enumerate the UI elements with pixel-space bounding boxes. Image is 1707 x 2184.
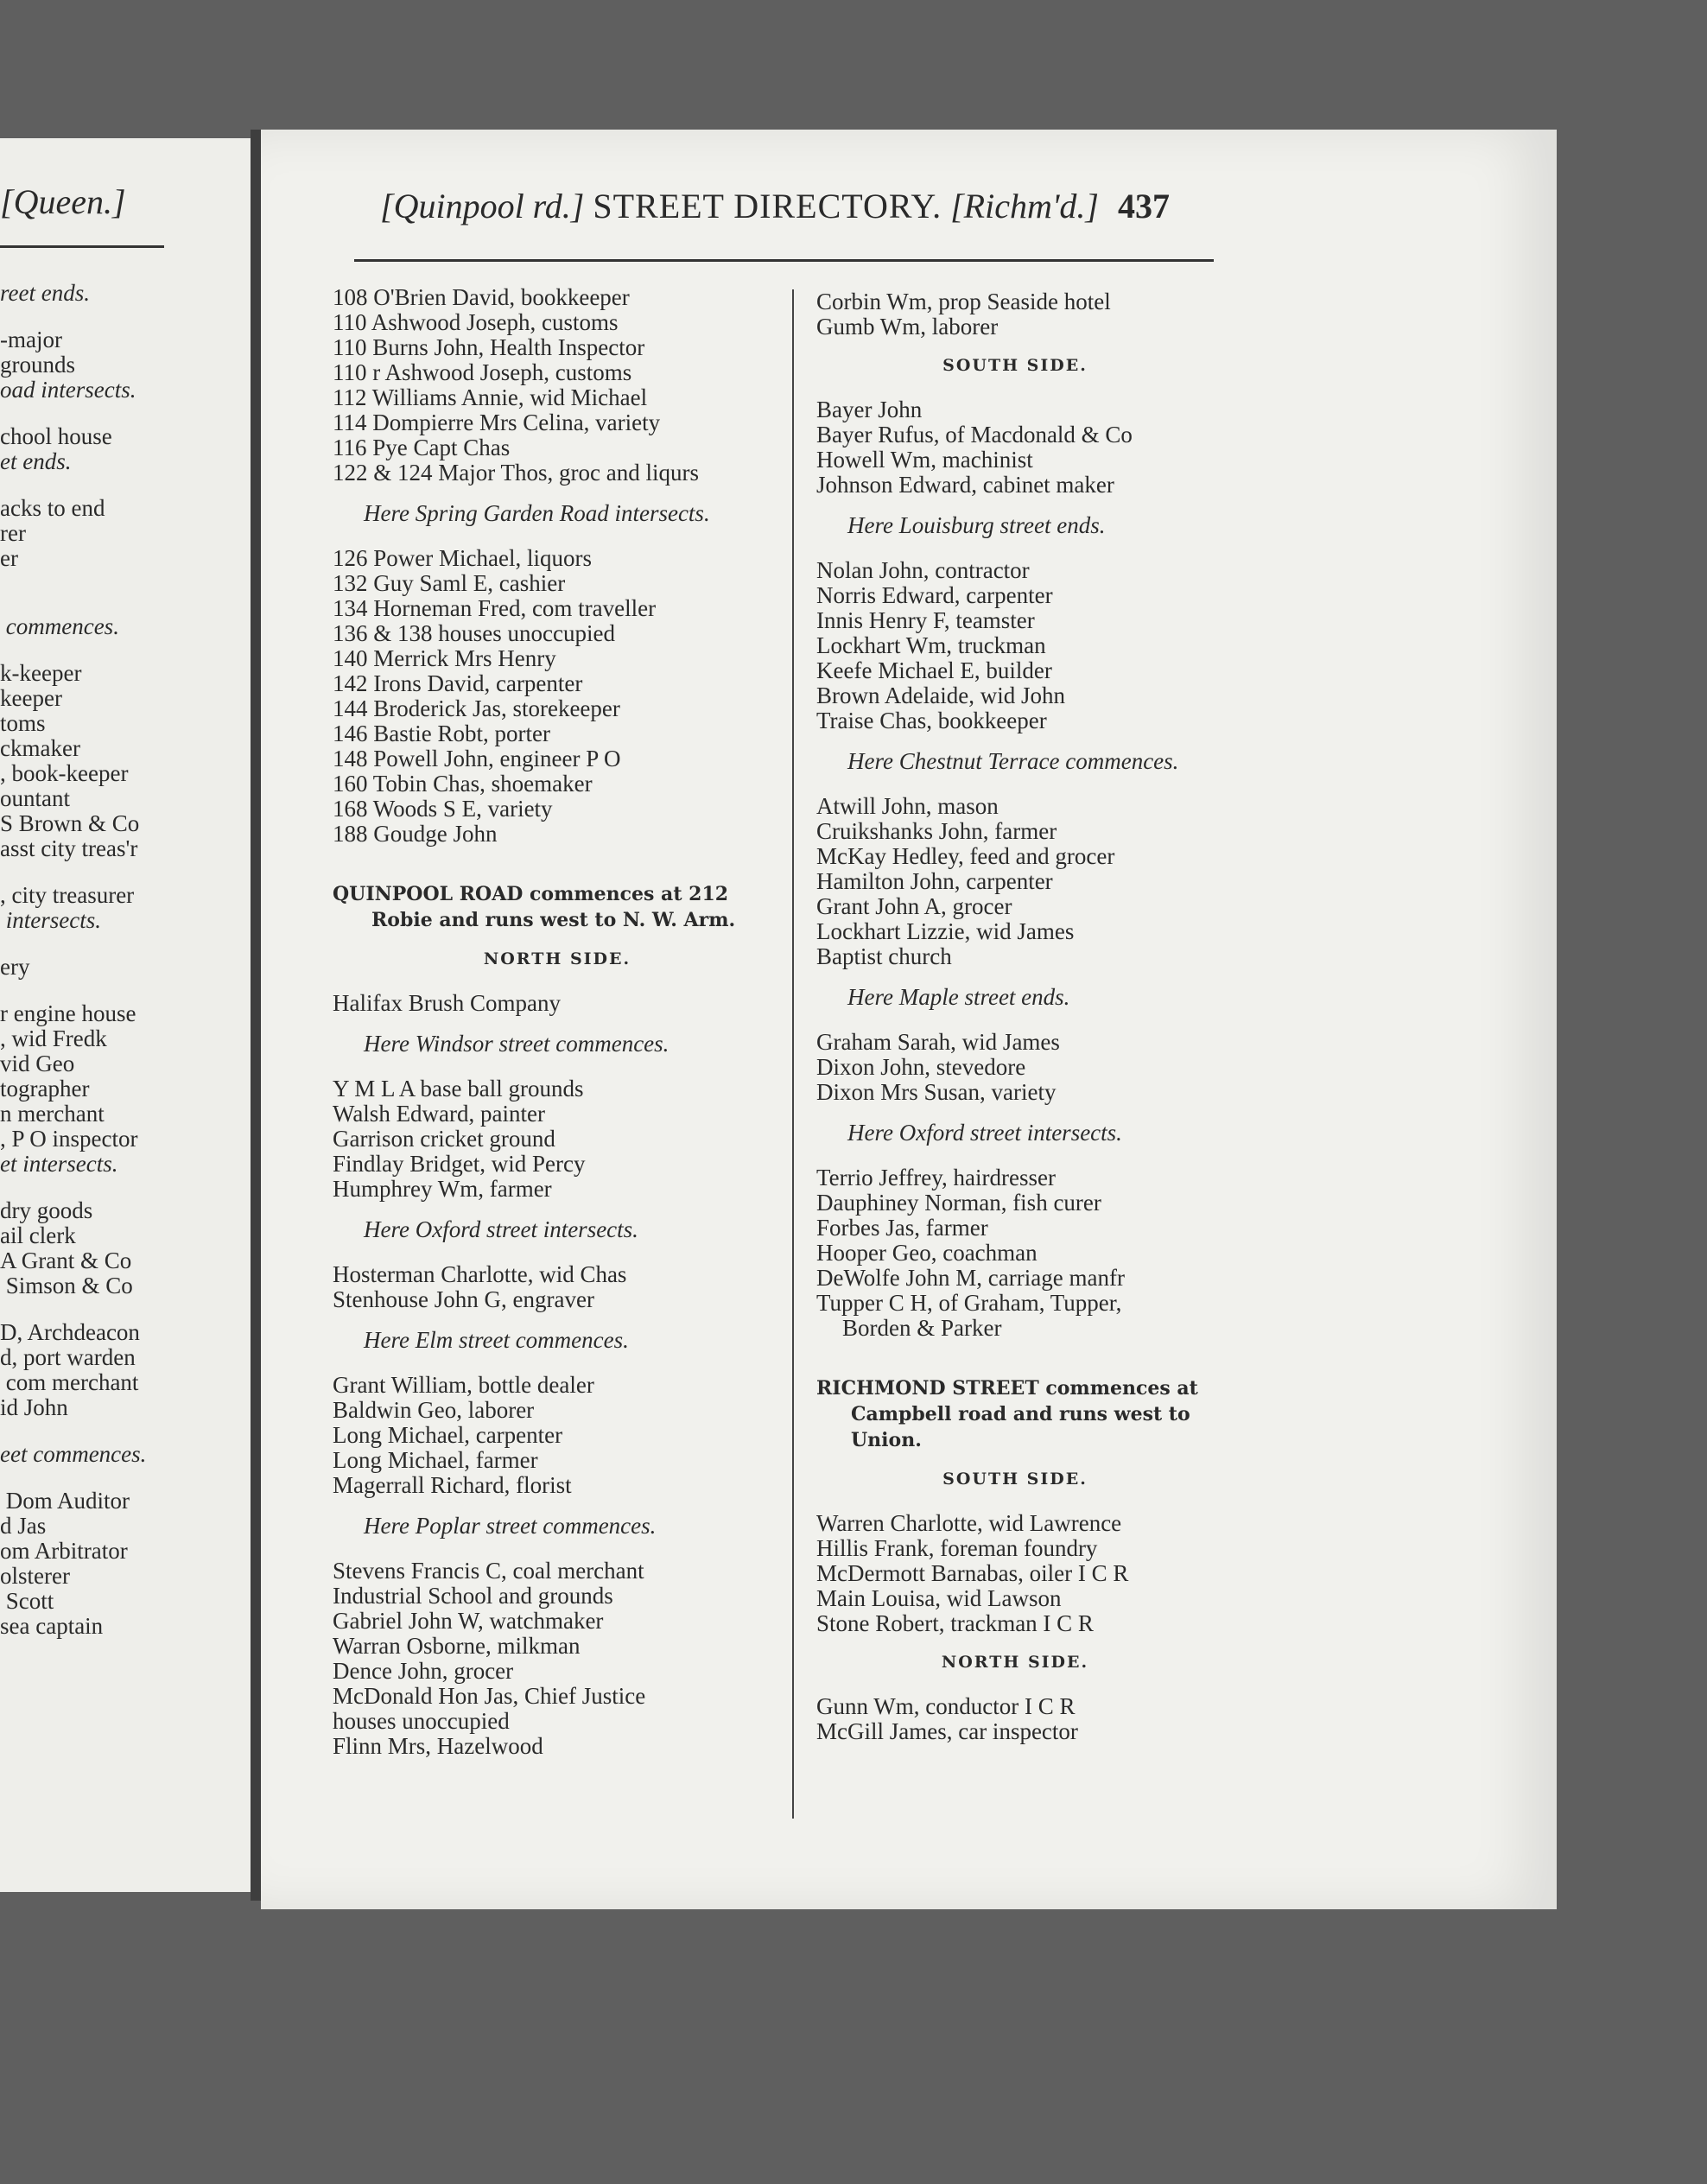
page-header: [380, 186, 1244, 226]
directory-entry: Baldwin Geo, laborer: [333, 1397, 535, 1423]
directory-entry: Garrison cricket ground: [333, 1126, 555, 1152]
directory-entry: 108 O'Brien David, bookkeeper: [333, 284, 630, 310]
directory-entry: McKay Hedley, feed and grocer: [816, 843, 1115, 869]
directory-entry: Stevens Francis C, coal merchant: [333, 1558, 644, 1584]
directory-entry: Warren Charlotte, wid Lawrence: [816, 1510, 1122, 1536]
entry-group: [333, 1076, 782, 1202]
left-fragment-line: et intersects.: [0, 1151, 118, 1177]
directory-entry: McDermott Barnabas, oiler I C R: [816, 1560, 1129, 1586]
directory-entry: Hamilton John, carpenter: [816, 868, 1053, 894]
directory-entry: 148 Powell John, engineer P O: [333, 746, 621, 771]
left-fragment-line: asst city treas'r: [0, 835, 138, 861]
directory-entry: Hillis Frank, foreman foundry: [816, 1535, 1098, 1561]
directory-entry: DeWolfe John M, carriage manfr: [816, 1265, 1125, 1291]
left-fragment-line: ery: [0, 954, 30, 980]
directory-entry: Magerrall Richard, florist: [333, 1472, 572, 1498]
street-heading-line: QUINPOOL ROAD commences at 212: [333, 883, 729, 905]
directory-entry: Findlay Bridget, wid Percy: [333, 1151, 586, 1177]
entry-group: [816, 1030, 1214, 1105]
entry-group: [333, 1559, 782, 1759]
directory-entry: Graham Sarah, wid James: [816, 1029, 1060, 1055]
directory-entry: Brown Adelaide, wid John: [816, 682, 1065, 708]
street-heading: [333, 881, 782, 933]
directory-entry: Flinn Mrs, Hazelwood: [333, 1733, 543, 1759]
entry-group: [816, 1511, 1214, 1636]
directory-entry: Bayer John: [816, 397, 923, 422]
directory-entry: 110 Ashwood Joseph, customs: [333, 309, 619, 335]
directory-entry: 140 Merrick Mrs Henry: [333, 645, 556, 671]
column-divider: [792, 289, 794, 1819]
left-fragment-line: reet ends.: [0, 280, 90, 306]
directory-entry: Nolan John, contractor: [816, 557, 1030, 583]
intersection-note: Here Poplar street commences.: [364, 1513, 657, 1539]
left-fragment-line: k-keeper: [0, 660, 82, 686]
directory-entry: 110 Burns John, Health Inspector: [333, 334, 645, 360]
directory-entry: Gunn Wm, conductor I C R: [816, 1693, 1076, 1719]
directory-entry: Halifax Brush Company: [333, 990, 561, 1016]
left-fragment-line: Dom Auditor: [0, 1488, 130, 1514]
left-fragment-line: d Jas: [0, 1513, 47, 1539]
fragment-gap: [0, 1467, 146, 1489]
directory-entry: Baptist church: [816, 943, 952, 969]
entry-group: [816, 558, 1214, 733]
left-fragment-line: com merchant: [0, 1369, 139, 1395]
intersection-note: Here Elm street commences.: [364, 1327, 629, 1353]
left-fragment-line: om Arbitrator: [0, 1538, 128, 1564]
left-fragment-line: acks to end: [0, 495, 105, 521]
fragment-gap: [0, 474, 146, 496]
left-running-head: [Queen.]: [0, 182, 126, 221]
street-heading-line: Union.: [851, 1429, 922, 1451]
intersection-note: Here Oxford street intersects.: [847, 1120, 1122, 1146]
left-fragment-line: chool house: [0, 423, 112, 449]
directory-entry: 134 Horneman Fred, com traveller: [333, 595, 657, 621]
fragment-gap: [0, 861, 146, 883]
directory-entry: Corbin Wm, prop Seaside hotel: [816, 289, 1111, 314]
entry-group: [816, 1694, 1214, 1744]
fragment-gap: [0, 306, 146, 327]
left-fragment-line: intersects.: [0, 907, 101, 933]
left-fragment-line: n merchant: [0, 1101, 105, 1127]
column-right: [816, 289, 1214, 1744]
directory-entry: houses unoccupied: [333, 1708, 510, 1734]
fragment-gap: [0, 1177, 146, 1198]
entry-group: [333, 546, 782, 847]
left-fragment-line: toms: [0, 710, 46, 736]
column-left: [333, 285, 782, 1759]
entry-group: [333, 991, 782, 1016]
directory-entry: 160 Tobin Chas, shoemaker: [333, 771, 593, 797]
entry-group: [816, 794, 1214, 969]
left-fragment-line: oad intersects.: [0, 377, 136, 403]
directory-entry: Bayer Rufus, of Macdonald & Co: [816, 422, 1133, 448]
directory-entry: Terrio Jeffrey, hairdresser: [816, 1165, 1056, 1190]
directory-entry: Lockhart Wm, truckman: [816, 632, 1046, 658]
directory-entry: Dauphiney Norman, fish curer: [816, 1190, 1101, 1216]
left-fragment-line: , city treasurer: [0, 882, 135, 908]
left-fragment-line: Simson & Co: [0, 1273, 133, 1298]
directory-entry: 122 & 124 Major Thos, groc and liqurs: [333, 460, 699, 486]
directory-entry: 114 Dompierre Mrs Celina, variety: [333, 410, 661, 435]
directory-entry: Gumb Wm, laborer: [816, 314, 999, 340]
directory-entry: 110 r Ashwood Joseph, customs: [333, 359, 632, 385]
header-title: STREET DIRECTORY.: [593, 187, 942, 225]
directory-entry: Keefe Michael E, builder: [816, 657, 1052, 683]
fragment-gap: [0, 571, 146, 593]
left-fragment-line: r engine house: [0, 1000, 136, 1026]
fragment-gap: [0, 639, 146, 661]
directory-entry: Norris Edward, carpenter: [816, 582, 1053, 608]
left-fragment-line: ail clerk: [0, 1222, 76, 1248]
directory-entry: Traise Chas, bookkeeper: [816, 708, 1047, 733]
directory-entry: Tupper C H, of Graham, Tupper,: [816, 1290, 1122, 1316]
left-fragment-line: commences.: [0, 613, 119, 639]
street-heading-line: Robie and runs west to N. W. Arm.: [371, 909, 736, 931]
directory-entry: Humphrey Wm, farmer: [333, 1176, 552, 1202]
directory-entry: Innis Henry F, teamster: [816, 607, 1035, 633]
directory-entry: Gabriel John W, watchmaker: [333, 1608, 604, 1634]
left-header-rule: [0, 245, 164, 248]
directory-entry: Stone Robert, trackman I C R: [816, 1610, 1094, 1636]
directory-entry: 112 Williams Annie, wid Michael: [333, 384, 648, 410]
header-rule: [354, 259, 1214, 262]
fragment-gap: [0, 933, 146, 955]
directory-entry: 116 Pye Capt Chas: [333, 435, 511, 460]
directory-entry: 168 Woods S E, variety: [333, 796, 553, 822]
intersection-note: Here Oxford street intersects.: [364, 1216, 638, 1242]
fragment-gap: [0, 1298, 146, 1320]
header-left-bracket: [Quinpool rd.]: [380, 187, 585, 225]
directory-entry: 126 Power Michael, liquors: [333, 545, 592, 571]
intersection-note: Here Chestnut Terrace commences.: [847, 748, 1179, 774]
directory-entry: 188 Goudge John: [333, 821, 498, 847]
left-fragment-line: , wid Fredk: [0, 1025, 107, 1051]
directory-entry: Hosterman Charlotte, wid Chas: [333, 1261, 627, 1287]
directory-entry: Grant John A, grocer: [816, 893, 1012, 919]
header-right-bracket: [Richm'd.]: [950, 187, 1099, 225]
left-fragment-line: rer: [0, 520, 26, 546]
street-heading-line: RICHMOND STREET commences at: [816, 1377, 1198, 1400]
left-fragment-line: ckmaker: [0, 735, 80, 761]
left-fragment-line: Scott: [0, 1588, 54, 1614]
directory-entry: Stenhouse John G, engraver: [333, 1286, 594, 1312]
directory-entry: 144 Broderick Jas, storekeeper: [333, 695, 620, 721]
directory-entry: Howell Wm, machinist: [816, 447, 1033, 473]
directory-entry: Y M L A base ball grounds: [333, 1076, 584, 1102]
directory-entry: Grant William, bottle dealer: [333, 1372, 594, 1398]
directory-entry: Dence John, grocer: [333, 1658, 514, 1684]
left-fragment-line: S Brown & Co: [0, 810, 140, 836]
directory-entry: Warran Osborne, milkman: [333, 1633, 581, 1659]
directory-entry: Dixon Mrs Susan, variety: [816, 1079, 1057, 1105]
directory-entry: McDonald Hon Jas, Chief Justice: [333, 1683, 646, 1709]
left-fragment-line: dry goods: [0, 1197, 93, 1223]
directory-entry: Dixon John, stevedore: [816, 1054, 1026, 1080]
directory-entry-continuation: Borden & Parker: [842, 1315, 1002, 1341]
directory-entry: Long Michael, farmer: [333, 1447, 538, 1473]
entry-group: [333, 285, 782, 486]
directory-entry: Industrial School and grounds: [333, 1583, 613, 1609]
fragment-gap: [0, 1420, 146, 1442]
entry-group: [816, 289, 1214, 340]
directory-entry: Main Louisa, wid Lawson: [816, 1585, 1062, 1611]
directory-entry: Johnson Edward, cabinet maker: [816, 472, 1114, 498]
left-fragment-line: -major: [0, 327, 62, 352]
left-fragment-line: tographer: [0, 1076, 90, 1102]
left-fragment-line: A Grant & Co: [0, 1248, 132, 1273]
directory-entry: Hooper Geo, coachman: [816, 1240, 1038, 1266]
side-label: SOUTH SIDE.: [942, 356, 1088, 375]
left-fragment-line: d, port warden: [0, 1344, 136, 1370]
left-fragment-line: sea captain: [0, 1613, 104, 1639]
left-fragment-line: , book-keeper: [0, 760, 129, 786]
street-heading-line: Campbell road and runs west to: [851, 1403, 1190, 1425]
intersection-note: Here Windsor street commences.: [364, 1031, 669, 1057]
directory-entry: Atwill John, mason: [816, 793, 999, 819]
left-fragment-line: , P O inspector: [0, 1126, 138, 1152]
fragment-gap: [0, 403, 146, 424]
entry-group: [816, 397, 1214, 498]
directory-entry: Walsh Edward, painter: [333, 1101, 545, 1127]
intersection-note: Here Spring Garden Road intersects.: [364, 500, 710, 526]
left-fragment-line: olsterer: [0, 1563, 70, 1589]
fragment-gap: [0, 980, 146, 1001]
entry-group: [333, 1373, 782, 1498]
left-fragment-line: grounds: [0, 352, 75, 378]
left-fragment-line: er: [0, 545, 18, 571]
intersection-note: Here Louisburg street ends.: [847, 512, 1106, 538]
directory-entry: Long Michael, carpenter: [333, 1422, 563, 1448]
left-page-fragments: [0, 281, 146, 1639]
entry-group: [333, 1262, 782, 1312]
left-fragment-line: id John: [0, 1394, 68, 1420]
side-label: NORTH SIDE.: [941, 1653, 1089, 1672]
left-fragment-line: eet commences.: [0, 1441, 147, 1467]
fragment-gap: [0, 593, 146, 614]
left-fragment-line: keeper: [0, 685, 62, 711]
intersection-note: Here Maple street ends.: [847, 984, 1070, 1010]
page-number: 437: [1117, 187, 1170, 225]
directory-entry: 146 Bastie Robt, porter: [333, 721, 550, 746]
left-fragment-line: vid Geo: [0, 1051, 75, 1076]
left-fragment-line: et ends.: [0, 448, 72, 474]
side-label: NORTH SIDE.: [483, 949, 631, 968]
left-fragment-line: ountant: [0, 785, 70, 811]
left-fragment-line: D, Archdeacon: [0, 1319, 140, 1345]
directory-entry: Cruikshanks John, farmer: [816, 818, 1057, 844]
directory-entry: 142 Irons David, carpenter: [333, 670, 583, 696]
street-heading: [816, 1375, 1214, 1453]
left-page: [0, 138, 251, 1892]
side-label: SOUTH SIDE.: [942, 1470, 1088, 1489]
entry-group: [816, 1165, 1214, 1316]
directory-entry: Lockhart Lizzie, wid James: [816, 918, 1075, 944]
directory-entry: McGill James, car inspector: [816, 1718, 1078, 1744]
directory-entry: 136 & 138 houses unoccupied: [333, 620, 615, 646]
directory-entry: 132 Guy Saml E, cashier: [333, 570, 566, 596]
directory-entry: Forbes Jas, farmer: [816, 1215, 988, 1241]
